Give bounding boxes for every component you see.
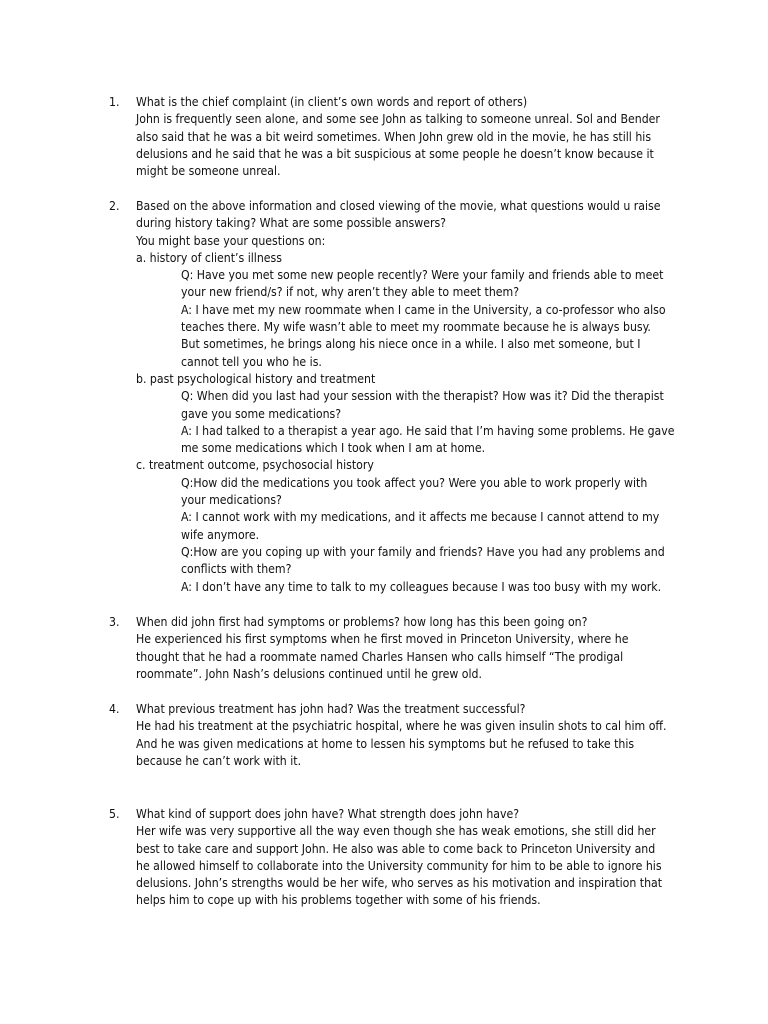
answer-line: helps him to cope up with his problems together with some of his friends. [136,893,541,908]
answer-line: John is frequently seen alone, and some see John as talking to someone unreal. Sol and Bender [136,112,660,127]
answer-line: And he was given medications at home to lessen his symptoms but he refused to take this [136,736,635,751]
question-title: Based on the above information and closed viewing of the movie, what questions would u raise [136,199,661,213]
qa-line: conflicts with them? [181,562,292,577]
qa-line: your new friend/s? if not, why aren’t they able to meet them? [181,285,520,300]
qa-line: But sometimes, he brings along his niece once in a while. I also met someone, but I [181,337,641,352]
question-title: What previous treatment has john had? Was the treatment successful? [136,702,526,716]
qa-line: A: I had talked to a therapist a year ago. He said that I’m having some problems. He gave [181,423,675,438]
qa-line: Q:How are you coping up with your family and friends? Have you had any problems and [181,544,665,559]
qa-line: A: I cannot work with my medications, and it affects me because I cannot attend to my [181,510,660,525]
qa-line: A: I have met my new roommate when I came in the University, a co-professor who also [181,302,666,317]
question-body [136,701,696,770]
qa-line: A: I don’t have any time to talk to my colleagues because I was too busy with my work. [181,579,662,594]
answer-line: roommate”. John Nash’s delusions continued until he grew old. [136,666,482,681]
answer-line: delusions. John’s strengths would be her wife, who serves as his motivation and inspiration that [136,876,663,891]
qa-line: your medications? [181,493,282,508]
question-title: What kind of support does john have? What strength does john have? [136,807,520,821]
answer-line: he allowed himself to collaborate into the University community for him to be able to ignore his [136,858,662,873]
answer-line: might be someone unreal. [136,164,281,179]
qa-line: me some medications which I took when I am at home. [181,441,486,456]
section-heading: c. treatment outcome, psychosocial history [136,458,374,473]
question-number: 3. [109,615,120,629]
answer-line: because he can’t work with it. [136,753,302,768]
qa-line: wife anymore. [181,527,260,542]
question-title: during history taking? What are some possible answers? [136,216,446,231]
question-title: What is the chief complaint (in client’s own words and report of others) [136,95,528,109]
question-title: When did john first had symptoms or problems? how long has this been going on? [136,615,588,629]
answer-line: Her wife was very supportive all the way even though she has weak emotions, she still did her [136,824,656,839]
question-body [136,94,696,180]
qa-line: Q:How did the medications you took affect you? Were you able to work properly with [181,475,648,490]
question-body [136,614,696,683]
qa-line: Q: When did you last had your session with the therapist? How was it? Did the therapist [181,389,664,404]
question-prompt: You might base your questions on: [136,233,326,248]
section-heading: b. past psychological history and treatment [136,371,376,386]
question-body [136,198,696,596]
answer-line: delusions and he said that he was a bit suspicious at some people he doesn’t know because it [136,146,654,161]
question-number: 2. [109,199,120,213]
question-number: 1. [109,95,120,109]
answer-line: thought that he had a roommate named Charles Hansen who calls himself “The prodigal [136,649,624,664]
answer-line: He experienced his first symptoms when he first moved in Princeton University, where he [136,632,629,647]
qa-line: gave you some medications? [181,406,342,421]
qa-line: Q: Have you met some new people recently? Were your family and friends able to meet [181,268,664,283]
qa-line: cannot tell you who he is. [181,354,322,369]
answer-line: also said that he was a bit weird sometimes. When John grew old in the movie, he has still his [136,129,652,144]
section-heading: a. history of client’s illness [136,250,282,265]
answer-line: best to take care and support John. He also was able to come back to Princeton University and [136,841,656,856]
question-number: 4. [109,702,120,716]
question-body [136,806,696,910]
qa-line: teaches there. My wife wasn’t able to meet my roommate because he is always busy. [181,320,651,335]
answer-line: He had his treatment at the psychiatric hospital, where he was given insulin shots to cal him off. [136,719,667,734]
question-number: 5. [109,807,120,821]
